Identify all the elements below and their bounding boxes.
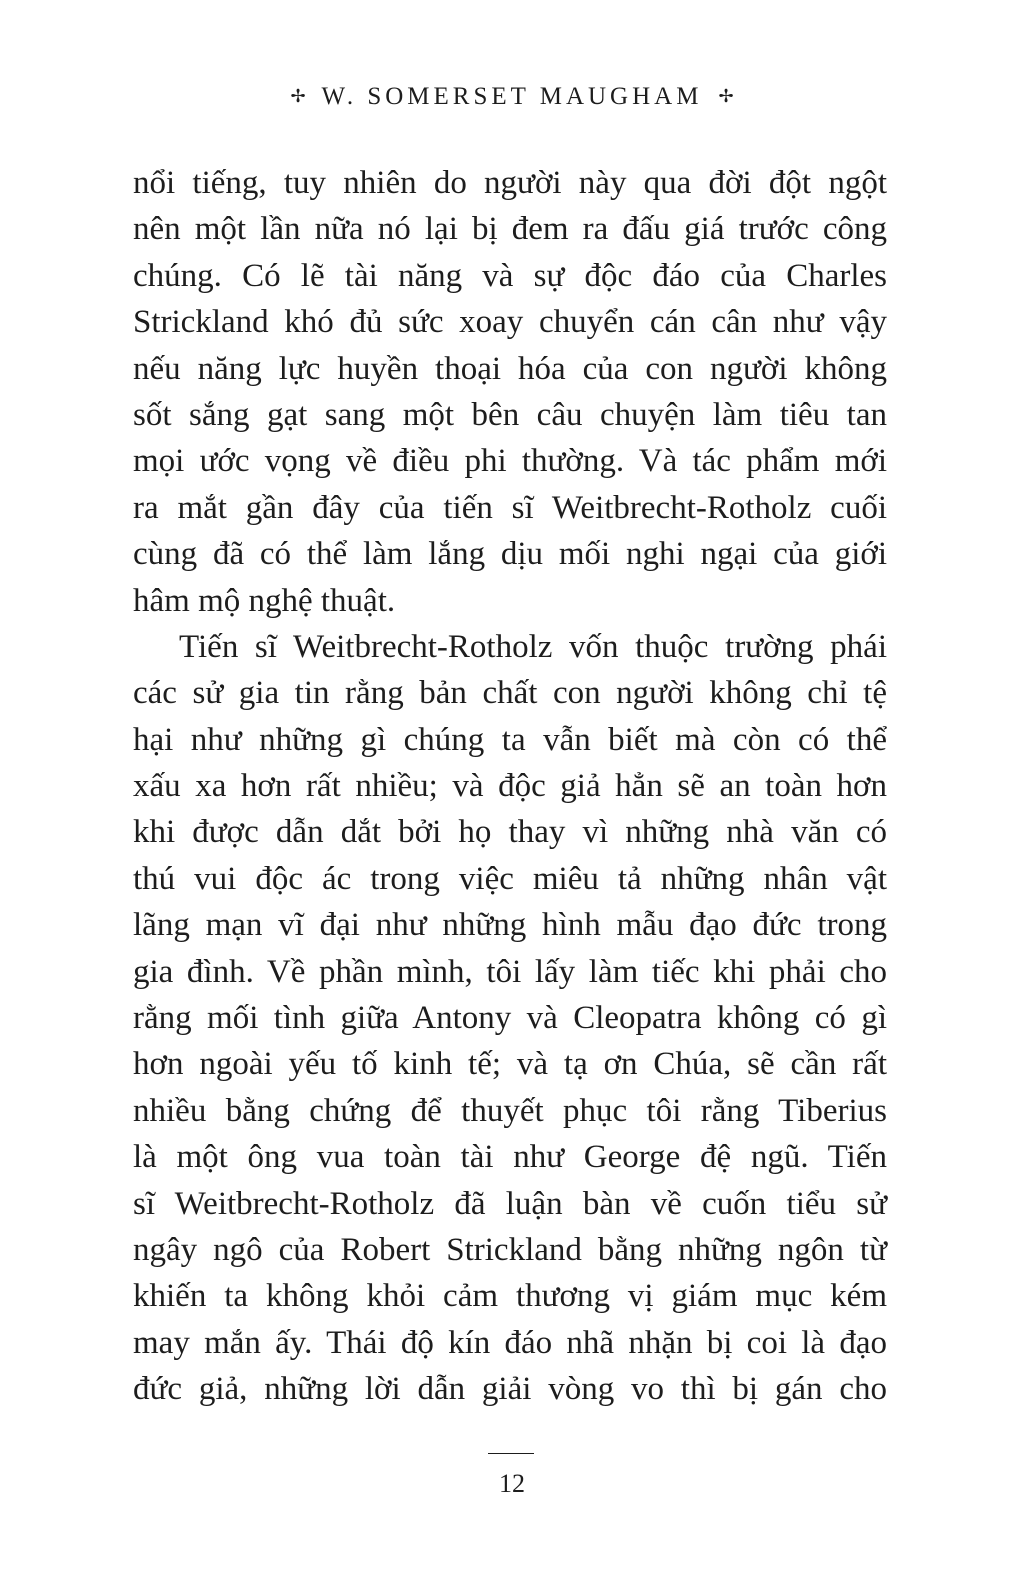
text-line: sĩ Weitbrecht-Rotholz đã luận bàn về cuốn tiểu sử [133,1185,887,1222]
ornament-left-icon: ✢ [290,86,306,106]
text-line: cùng đã có thể làm lắng dịu mối nghi ngại của giới [133,536,887,573]
text-line: nếu năng lực huyền thoại hóa của con người không [133,350,887,387]
text-line: mọi ước vọng về điều phi thường. Và tác phẩm mới [133,443,887,480]
paragraph-2 [133,624,887,1413]
text-line: hại như những gì chúng ta vẫn biết mà còn có thể [133,721,887,758]
text-line: nổi tiếng, tuy nhiên do người này qua đời đột ngột [133,165,887,201]
text-line: là một ông vua toàn tài như George đệ ngũ. Tiến [133,1139,887,1176]
text-line: lãng mạn vĩ đại như những hình mẫu đạo đức trong [133,907,887,944]
text-line: gia đình. Về phần mình, tôi lấy làm tiếc khi phải cho [133,953,887,990]
text-line: Strickland khó đủ sức xoay chuyển cán cân như vậy [133,304,887,341]
paragraph-1 [133,160,887,624]
running-header-author: W. SOMERSET MAUGHAM [321,83,703,110]
text-line: chúng. Có lẽ tài năng và sự độc đáo của Charles [133,257,887,294]
text-line: hơn ngoài yếu tố kinh tế; và tạ ơn Chúa, sẽ cần rất [133,1046,887,1083]
text-line: xấu xa hơn rất nhiều; và độc giả hẳn sẽ an toàn hơn [133,768,887,805]
text-line: thú vui độc ác trong việc miêu tả những nhân vật [133,860,887,897]
text-line: rằng mối tình giữa Antony và Cleopatra không có gì [133,1000,887,1037]
text-line: ngây ngô của Robert Strickland bằng những ngôn từ [133,1231,887,1268]
text-line: Tiến sĩ Weitbrecht-Rotholz vốn thuộc trường phái [179,628,887,665]
body-text [133,160,887,1413]
text-line: khi được dẫn dắt bởi họ thay vì những nhà văn có [133,814,887,851]
text-line: nhiều bằng chứng để thuyết phục tôi rằng Tiberius [133,1092,887,1129]
running-header [0,76,1024,117]
text-line: ra mắt gần đây của tiến sĩ Weitbrecht-Rotholz cuối [133,489,887,526]
text-line: sốt sắng gạt sang một bên câu chuyện làm tiêu tan [133,396,887,433]
text-line: may mắn ấy. Thái độ kín đáo nhã nhặn bị coi là đạo [133,1324,887,1361]
ornament-right-icon: ✢ [718,86,734,106]
page-number-divider [488,1453,534,1454]
text-line: hâm mộ nghệ thuật. [133,582,396,619]
page-number: 12 [499,1469,525,1498]
text-line: khiến ta không khỏi cảm thương vị giám mục kém [133,1278,887,1315]
text-line: đức giả, những lời dẫn giải vòng vo thì bị gán cho [133,1371,887,1408]
text-line: các sử gia tin rằng bản chất con người không chỉ tệ [133,675,887,712]
text-line: nên một lần nữa nó lại bị đem ra đấu giá trước công [133,211,887,248]
